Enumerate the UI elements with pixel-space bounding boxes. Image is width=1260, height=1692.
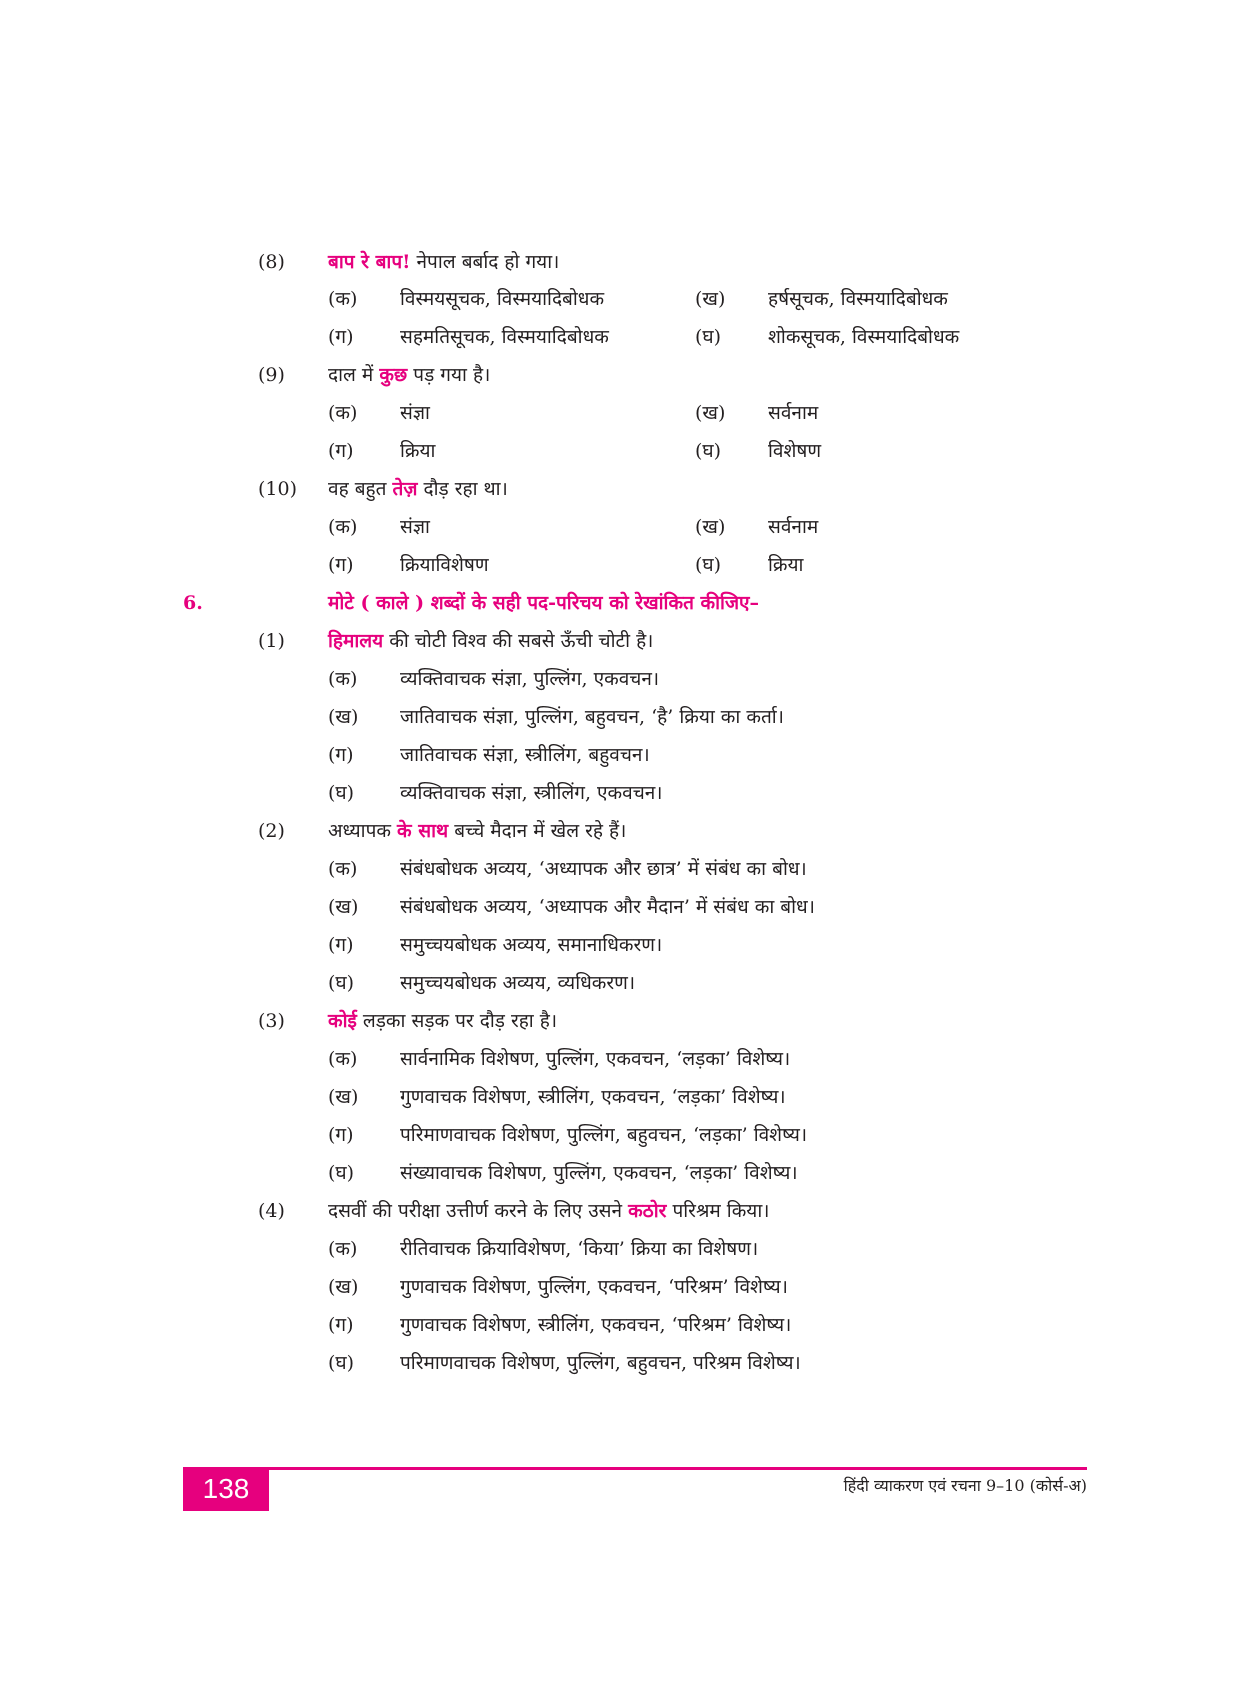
option-label: (ग) — [328, 744, 354, 766]
highlighted-word: के साथ — [397, 820, 449, 842]
section-title: मोटे ( काले ) शब्दों के सही पद-परिचय को रेखांकित कीजिए– — [328, 592, 760, 614]
question-number: (10) — [258, 478, 298, 500]
question-number: (9) — [258, 364, 285, 386]
option-text: गुणवाचक विशेषण, स्त्रीलिंग, एकवचन, ‘परिश्रम’ विशेष्य। — [400, 1314, 792, 1336]
option-label: (ख) — [328, 896, 359, 918]
option-label: (क) — [328, 402, 358, 424]
question-text: बाप रे बाप! नेपाल बर्बाद हो गया। — [328, 251, 560, 273]
option-label: (घ) — [695, 326, 722, 348]
option-text: संज्ञा — [400, 516, 430, 538]
option-text: संज्ञा — [400, 402, 430, 424]
highlighted-word: कठोर — [628, 1200, 667, 1222]
option-text: व्यक्तिवाचक संज्ञा, स्त्रीलिंग, एकवचन। — [400, 782, 663, 804]
option-label: (ख) — [695, 402, 726, 424]
option-label: (ख) — [695, 516, 726, 538]
option-label: (क) — [328, 1048, 358, 1070]
option-text: क्रिया — [768, 554, 804, 576]
option-text: हर्षसूचक, विस्मयादिबोधक — [768, 288, 948, 310]
question-text: हिमालय की चोटी विश्व की सबसे ऊँची चोटी है। — [328, 630, 654, 652]
option-text: रीतिवाचक क्रियाविशेषण, ‘किया’ क्रिया का विशेषण। — [400, 1238, 759, 1260]
option-label: (घ) — [328, 1162, 355, 1184]
option-text: विस्मयसूचक, विस्मयादिबोधक — [400, 288, 605, 310]
option-text: गुणवाचक विशेषण, स्त्रीलिंग, एकवचन, ‘लड़का’ विशेष्य। — [400, 1086, 786, 1108]
option-text: सर्वनाम — [768, 516, 819, 538]
option-label: (घ) — [328, 1352, 355, 1374]
question-number: (8) — [258, 251, 285, 273]
option-label: (ख) — [695, 288, 726, 310]
option-label: (घ) — [695, 440, 722, 462]
highlighted-word: तेज़ — [392, 478, 418, 500]
option-label: (क) — [328, 1238, 358, 1260]
question-text: दाल में कुछ पड़ गया है। — [328, 364, 491, 386]
question-text: कोई लड़का सड़क पर दौड़ रहा है। — [328, 1010, 558, 1032]
question-number: (2) — [258, 820, 285, 842]
option-label: (क) — [328, 668, 358, 690]
option-text: सर्वनाम — [768, 402, 819, 424]
question-number: (4) — [258, 1200, 285, 1222]
option-label: (क) — [328, 516, 358, 538]
option-text: सहमतिसूचक, विस्मयादिबोधक — [400, 326, 609, 348]
option-text: संबंधबोधक अव्यय, ‘अध्यापक और छात्र’ में संबंध का बोध। — [400, 858, 807, 880]
option-text: संबंधबोधक अव्यय, ‘अध्यापक और मैदान’ में संबंध का बोध। — [400, 896, 815, 918]
option-label: (ख) — [328, 1276, 359, 1298]
option-text: शोकसूचक, विस्मयादिबोधक — [768, 326, 960, 348]
question-text: दसवीं की परीक्षा उत्तीर्ण करने के लिए उसने कठोर परिश्रम किया। — [328, 1200, 770, 1222]
option-label: (ग) — [328, 440, 354, 462]
option-label: (क) — [328, 858, 358, 880]
option-text: जातिवाचक संज्ञा, स्त्रीलिंग, बहुवचन। — [400, 744, 650, 766]
highlighted-word: हिमालय — [328, 630, 384, 652]
option-label: (घ) — [695, 554, 722, 576]
option-text: व्यक्तिवाचक संज्ञा, पुल्लिंग, एकवचन। — [400, 668, 660, 690]
footer-rule — [183, 1467, 1087, 1470]
option-label: (ग) — [328, 554, 354, 576]
book-title: हिंदी व्याकरण एवं रचना 9–10 (कोर्स-अ) — [843, 1476, 1087, 1495]
option-label: (घ) — [328, 972, 355, 994]
option-text: विशेषण — [768, 440, 822, 462]
highlighted-word: बाप रे बाप! — [328, 251, 411, 273]
option-label: (घ) — [328, 782, 355, 804]
option-text: परिमाणवाचक विशेषण, पुल्लिंग, बहुवचन, परिश्रम विशेष्य। — [400, 1352, 801, 1374]
option-label: (क) — [328, 288, 358, 310]
highlighted-word: कुछ — [379, 364, 408, 386]
option-text: गुणवाचक विशेषण, पुल्लिंग, एकवचन, ‘परिश्रम’ विशेष्य। — [400, 1276, 788, 1298]
option-text: परिमाणवाचक विशेषण, पुल्लिंग, बहुवचन, ‘लड़का’ विशेष्य। — [400, 1124, 808, 1146]
highlighted-word: कोई — [328, 1010, 357, 1032]
option-label: (ग) — [328, 1124, 354, 1146]
option-text: समुच्चयबोधक अव्यय, व्यधिकरण। — [400, 972, 636, 994]
option-text: जातिवाचक संज्ञा, पुल्लिंग, बहुवचन, ‘है’ क्रिया का कर्ता। — [400, 706, 784, 728]
option-label: (ग) — [328, 326, 354, 348]
page-number: 138 — [183, 1467, 269, 1511]
option-text: क्रियाविशेषण — [400, 554, 489, 576]
question-number: (3) — [258, 1010, 285, 1032]
option-text: सार्वनामिक विशेषण, पुल्लिंग, एकवचन, ‘लड़का’ विशेष्य। — [400, 1048, 791, 1070]
option-text: क्रिया — [400, 440, 436, 462]
question-text: वह बहुत तेज़ दौड़ रहा था। — [328, 478, 508, 500]
option-text: समुच्चयबोधक अव्यय, समानाधिकरण। — [400, 934, 663, 956]
option-label: (ख) — [328, 1086, 359, 1108]
option-label: (ख) — [328, 706, 359, 728]
option-label: (ग) — [328, 934, 354, 956]
option-text: संख्यावाचक विशेषण, पुल्लिंग, एकवचन, ‘लड़का’ विशेष्य। — [400, 1162, 798, 1184]
question-number: (1) — [258, 630, 285, 652]
section-number: 6. — [183, 592, 203, 614]
option-label: (ग) — [328, 1314, 354, 1336]
question-text: अध्यापक के साथ बच्चे मैदान में खेल रहे हैं। — [328, 820, 627, 842]
